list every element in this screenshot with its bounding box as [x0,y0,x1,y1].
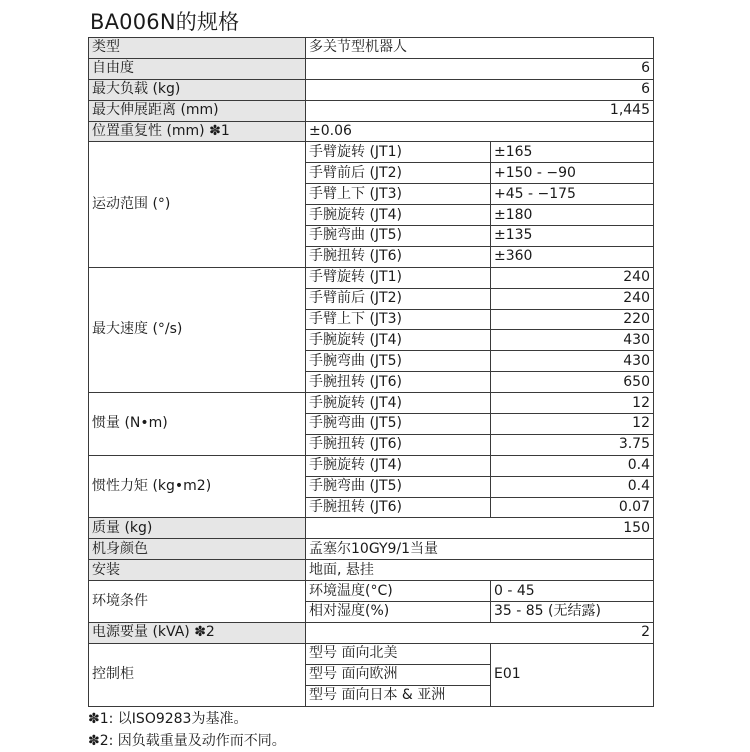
axis-label: 手腕弯曲 (JT5) [306,351,491,372]
axis-value: 240 [491,267,654,288]
axis-label: 手腕旋转 (JT4) [306,393,491,414]
table-row [89,393,654,414]
axis-label: 手臂旋转 (JT1) [306,142,491,163]
axis-label: 手臂上下 (JT3) [306,309,491,330]
table-row [89,518,654,539]
controller-model: 型号 面向北美 [306,643,491,664]
footnote-1: ✽1: 以ISO9283为基准。 [88,711,248,727]
axis-value: +45 - −175 [491,184,654,205]
row-value-payload: 6 [306,79,654,100]
table-row [89,79,654,100]
axis-label: 手腕旋转 (JT4) [306,455,491,476]
row-label-type: 类型 [89,38,306,59]
row-label-motion-range: 运动范围 (°) [89,142,306,267]
axis-label: 手臂上下 (JT3) [306,184,491,205]
axis-value: 3.75 [491,434,654,455]
axis-value: 240 [491,288,654,309]
axis-value: ±180 [491,205,654,226]
table-row [89,267,654,288]
axis-value: 430 [491,330,654,351]
env-value: 0 - 45 [491,581,654,602]
axis-label: 手腕旋转 (JT4) [306,205,491,226]
env-value: 35 - 85 (无结露) [491,602,654,623]
table-row [89,622,654,643]
page-title: BA006N的规格 [90,10,240,34]
axis-label: 手腕弯曲 (JT5) [306,226,491,247]
row-value-repeatability: ±0.06 [306,121,654,142]
row-value-body-color: 孟塞尔10GY9/1当量 [306,539,654,560]
table-row [89,142,654,163]
axis-value: 220 [491,309,654,330]
row-label-installation: 安装 [89,560,306,581]
row-label-power: 电源要量 (kVA) ✽2 [89,622,306,643]
axis-value: 0.4 [491,476,654,497]
controller-value: E01 [491,643,654,706]
axis-label: 手腕扭转 (JT6) [306,497,491,518]
axis-value: 12 [491,393,654,414]
footnote-2: ✽2: 因负载重量及动作而不同。 [88,733,286,749]
row-value-reach: 1,445 [306,100,654,121]
axis-label: 手腕扭转 (JT6) [306,372,491,393]
row-label-max-speed: 最大速度 (°/s) [89,267,306,392]
row-label-repeatability: 位置重复性 (mm) ✽1 [89,121,306,142]
axis-value: 12 [491,414,654,435]
axis-label: 手腕扭转 (JT6) [306,246,491,267]
controller-model: 型号 面向日本 & 亚洲 [306,685,491,706]
row-value-power: 2 [306,622,654,643]
row-label-environment: 环境条件 [89,581,306,623]
axis-label: 手腕弯曲 (JT5) [306,476,491,497]
axis-label: 手臂旋转 (JT1) [306,267,491,288]
row-value-mass: 150 [306,518,654,539]
axis-value: ±165 [491,142,654,163]
table-row [89,539,654,560]
env-item: 环境温度(°C) [306,581,491,602]
row-label-body-color: 机身颜色 [89,539,306,560]
spec-table [88,37,654,707]
row-value-type: 多关节型机器人 [306,38,654,59]
table-row [89,560,654,581]
row-label-reach: 最大伸展距离 (mm) [89,100,306,121]
axis-value: 0.4 [491,455,654,476]
axis-label: 手臂前后 (JT2) [306,288,491,309]
table-row [89,38,654,59]
table-row [89,121,654,142]
axis-value: ±360 [491,246,654,267]
row-label-mass: 质量 (kg) [89,518,306,539]
axis-label: 手腕弯曲 (JT5) [306,414,491,435]
env-item: 相对湿度(%) [306,602,491,623]
footnotes [88,708,286,752]
axis-value: 430 [491,351,654,372]
row-label-payload: 最大负载 (kg) [89,79,306,100]
axis-value: 0.07 [491,497,654,518]
axis-value: +150 - −90 [491,163,654,184]
controller-model: 型号 面向欧洲 [306,664,491,685]
axis-label: 手臂前后 (JT2) [306,163,491,184]
row-value-installation: 地面, 悬挂 [306,560,654,581]
row-value-dof: 6 [306,58,654,79]
table-row [89,58,654,79]
row-label-dof: 自由度 [89,58,306,79]
row-label-inertia: 惯性力矩 (kg•m2) [89,455,306,518]
row-label-controller: 控制柜 [89,643,306,706]
row-label-moment: 惯量 (N•m) [89,393,306,456]
table-row [89,455,654,476]
table-row [89,100,654,121]
axis-label: 手腕旋转 (JT4) [306,330,491,351]
axis-value: ±135 [491,226,654,247]
table-row [89,581,654,602]
table-row [89,643,654,664]
axis-label: 手腕扭转 (JT6) [306,434,491,455]
axis-value: 650 [491,372,654,393]
